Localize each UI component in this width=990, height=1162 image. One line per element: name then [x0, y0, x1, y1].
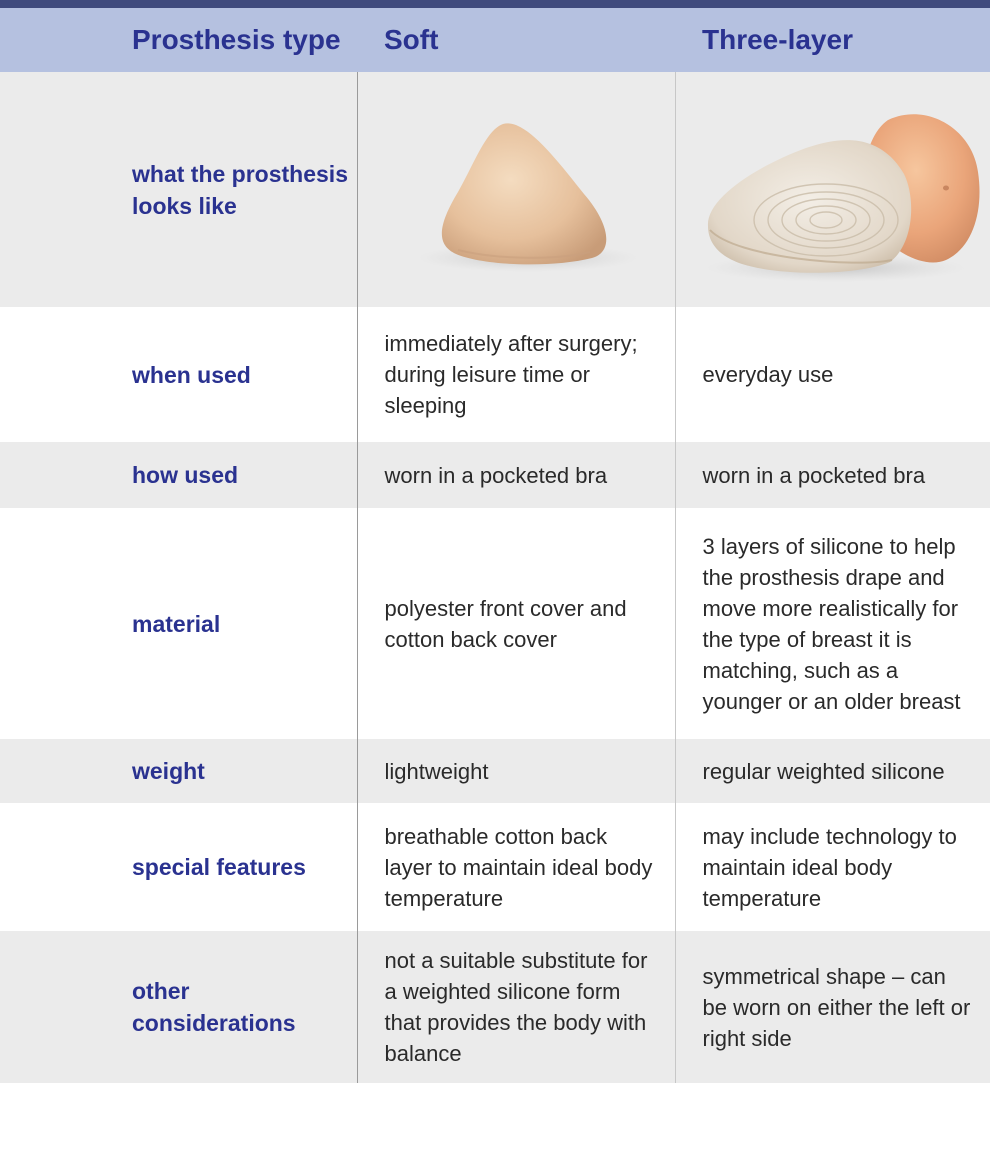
three-layer-weight: regular weighted silicone — [675, 739, 990, 803]
table-row-special-features — [0, 803, 990, 931]
header-prosthesis-type: Prosthesis type — [0, 8, 357, 72]
row-label-material: material — [132, 610, 221, 637]
three-layer-other-considerations: symmetrical shape – can be worn on either the left or right side — [675, 931, 990, 1083]
table-row-looks — [0, 72, 990, 307]
table-row-other-considerations — [0, 931, 990, 1083]
table-row-how-used — [0, 442, 990, 508]
row-label-looks: what the prosthesis looks like — [0, 72, 357, 307]
row-label-other-considerations: other considerations — [0, 931, 357, 1083]
row-label-weight: weight — [0, 739, 357, 803]
three-layer-material: 3 layers of silicone to help the prosthesis drape and move more realistically for the type of breast it is matching, such as a younger or an older breast — [675, 508, 990, 739]
table-row-material — [0, 508, 990, 739]
table-row-when-used — [0, 307, 990, 442]
top-bar — [0, 0, 990, 8]
soft-when-used: immediately after surgery; during leisure time or sleeping — [357, 307, 675, 442]
row-label-special-features: special features — [132, 854, 306, 880]
three-layer-prosthesis-image-cell — [675, 72, 990, 307]
table-row-weight — [0, 739, 990, 803]
soft-prosthesis-image — [358, 72, 676, 307]
row-label-how-used: how used — [0, 442, 357, 508]
three-layer-prosthesis-image — [676, 72, 990, 307]
soft-other-considerations: not a suitable substitute for a weighted silicone form that provides the body with balance — [357, 931, 675, 1083]
header-three-layer: Three-layer — [675, 8, 990, 72]
soft-prosthesis-image-cell — [357, 72, 675, 307]
prosthesis-comparison-table — [0, 8, 990, 1083]
header-soft: Soft — [357, 8, 675, 72]
soft-weight: lightweight — [357, 739, 675, 803]
three-layer-special-features: may include technology to maintain ideal body temperature — [675, 803, 990, 931]
soft-material: polyester front cover and cotton back cover — [357, 508, 675, 739]
three-layer-when-used: everyday use — [675, 307, 990, 442]
row-label-when-used: when used — [132, 361, 251, 388]
soft-how-used: worn in a pocketed bra — [357, 442, 675, 508]
table-header-row — [0, 8, 990, 72]
three-layer-how-used: worn in a pocketed bra — [675, 442, 990, 508]
soft-special-features: breathable cotton back layer to maintain ideal body temperature — [357, 803, 675, 931]
